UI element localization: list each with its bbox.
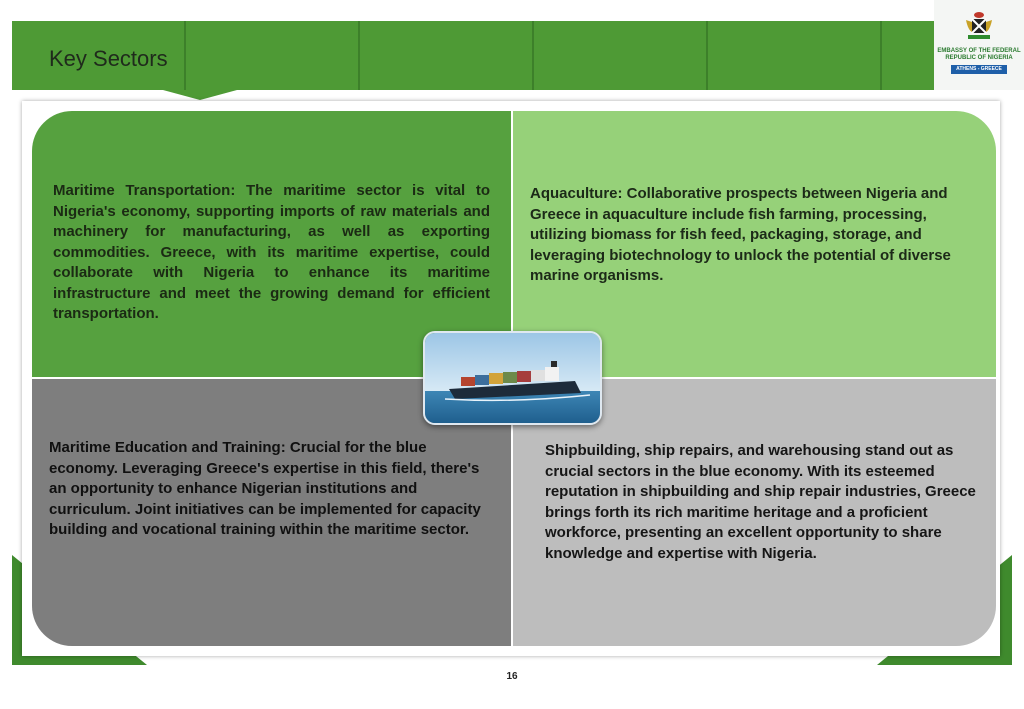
page-number: 16	[506, 671, 518, 682]
quadrant-text: Maritime Education and Training: Crucial for the blue economy. Leveraging Greece's expertise in this field, there's an opportunity to enhance Nigerian institutions and curriculum. Joint initiatives can be implemented for capacity building and vocational training within the maritime sector.	[49, 439, 481, 538]
quadrant-text: Maritime Transportation: The maritime sector is vital to Nigeria's economy, supporting imports of raw materials and machinery for manufacturing, as well as exporting commodities. Greece, with its maritime expertise, could collaborate with Nigeria to enhance its maritime infrastructure and meet the growing demand for efficient transportation.	[53, 182, 490, 322]
logo-line-2: REPUBLIC OF NIGERIA	[945, 55, 1013, 61]
cargo-ship-image	[423, 331, 602, 425]
page-title: Key Sectors	[49, 46, 168, 71]
logo-line-1: EMBASSY OF THE FEDERAL	[937, 48, 1021, 54]
quadrant-text: Aquaculture: Collaborative prospects between Nigeria and Greece in aquaculture include fish farming, processing, utilizing biomass for fish feed, packaging, storage, and leveraging biotechnology to unlock the potential of diverse marine organisms.	[530, 185, 951, 284]
header-notch	[163, 90, 237, 100]
coat-of-arms-icon	[964, 10, 994, 42]
logo-tag: ATHENS - GREECE	[951, 65, 1007, 74]
cargo-ship-illustration	[425, 333, 600, 423]
quadrant-text: Shipbuilding, ship repairs, and warehousing stand out as crucial sectors in the blue economy. With its esteemed reputation in shipbuilding and ship repair industries, Greece brings forth its rich maritime heritage and a proficient workforce, presenting an excellent opportunity to share knowledge and expertise with Nigeria.	[545, 442, 976, 562]
embassy-logo	[934, 0, 1024, 90]
